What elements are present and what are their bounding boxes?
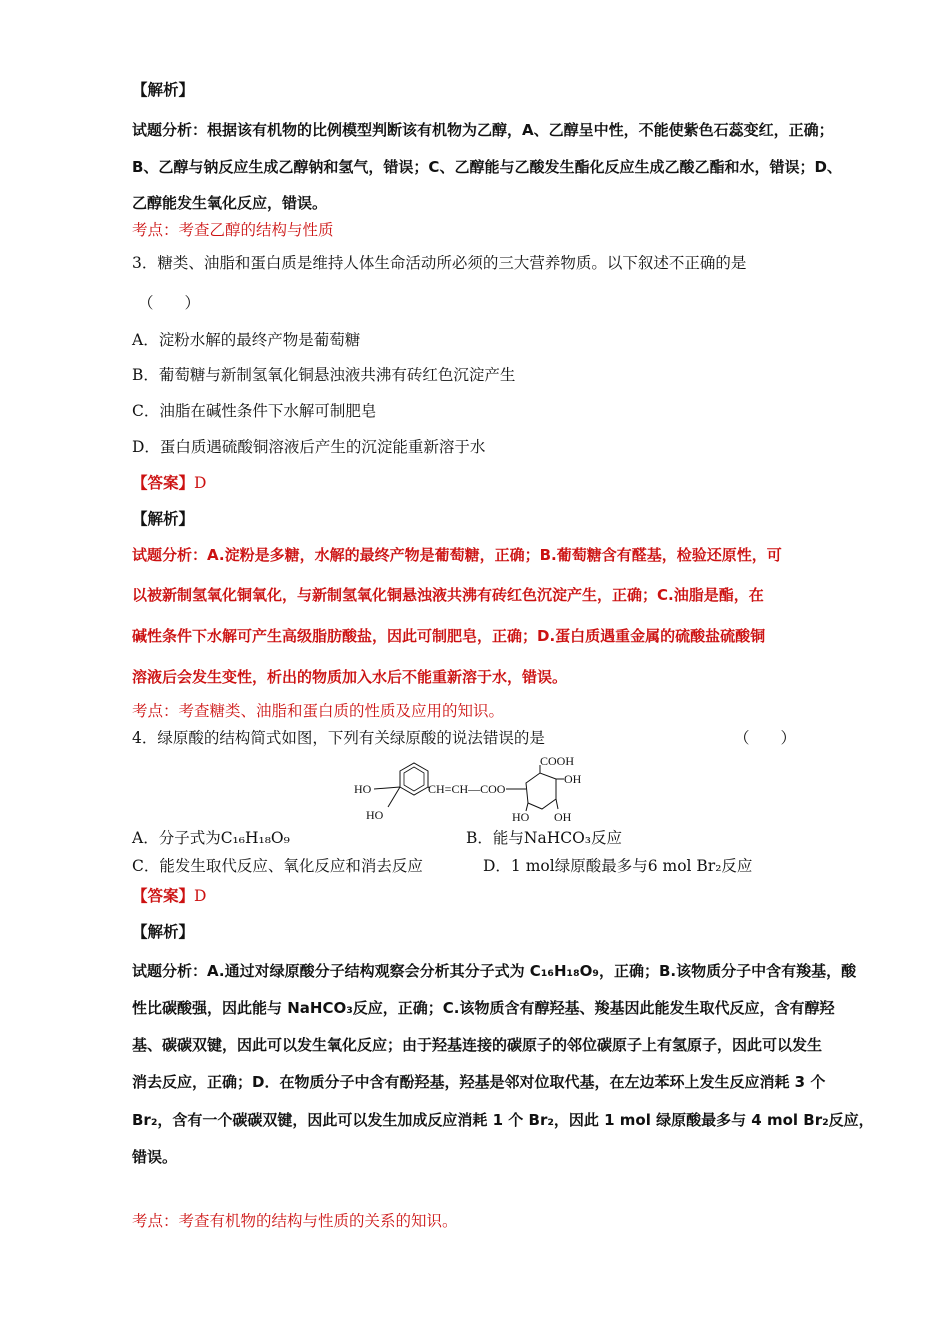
struct-cooh: COOH: [540, 755, 575, 768]
q4-kaodian: 考点：考查有机物的结构与性质的关系的知识。: [132, 1212, 458, 1230]
q3-kaodian: 考点：考查糖类、油脂和蛋白质的性质及应用的知识。: [132, 702, 505, 720]
q4-answer-label: 【答案】: [132, 887, 195, 905]
q4-option-b: B．能与NaHCO₃反应: [466, 829, 622, 847]
q2-analysis-line-3: 乙醇能发生氧化反应，错误。: [132, 194, 328, 212]
q4-stem: 4．绿原酸的结构简式如图，下列有关绿原酸的说法错误的是: [132, 729, 545, 747]
q3-option-c: C．油脂在碱性条件下水解可制肥皂: [132, 402, 377, 420]
q3-analysis-line-3: 碱性条件下水解可产生高级脂肪酸盐，因此可制肥皂，正确；D.蛋白质遇重金属的硫酸盐硫酸铜: [132, 627, 766, 645]
q3-option-d: D．蛋白质遇硫酸铜溶液后产生的沉淀能重新溶于水: [132, 438, 486, 456]
q4-option-a: A．分子式为C₁₆H₁₈O₉: [132, 829, 290, 847]
chlorogenic-acid-structure: [350, 755, 610, 827]
q4-analysis-line-4: 消去反应，正确；D．在物质分子中含有酚羟基，羟基是邻对位取代基，在左边苯环上发生反应消耗 3 个: [132, 1073, 826, 1091]
q4-analysis-line-3: 基、碳碳双键，因此可以发生氧化反应；由于羟基连接的碳原子的邻位碳原子上有氢原子，因此可以发生: [132, 1036, 823, 1054]
q4-jiexi-label: 【解析】: [132, 923, 195, 941]
q3-option-b: B．葡萄糖与新制氢氧化铜悬浊液共沸有砖红色沉淀产生: [132, 366, 516, 384]
q3-answer-label: 【答案】: [132, 474, 195, 492]
q3-analysis-line-2: 以被新制氢氧化铜氧化，与新制氢氧化铜悬浊液共沸有砖红色沉淀产生，正确；C.油脂是酯，在: [132, 586, 764, 604]
q4-paren: （ ）: [734, 729, 797, 747]
q2-kaodian: 考点：考查乙醇的结构与性质: [132, 221, 334, 239]
struct-oh-right: OH: [564, 772, 582, 786]
struct-chain: CH=CH—COO: [428, 782, 506, 796]
q3-analysis-line-4: 溶液后会发生变性，析出的物质加入水后不能重新溶于水，错误。: [132, 668, 568, 686]
q4-analysis-line-5: Br₂，含有一个碳碳双键，因此可以发生加成反应消耗 1 个 Br₂，因此 1 mol 绿原酸最多与 4 mol Br₂反应，: [132, 1111, 874, 1129]
q3-option-a: A．淀粉水解的最终产物是葡萄糖: [132, 331, 361, 349]
struct-oh-ring-bottom: OH: [554, 810, 572, 824]
struct-ho-left: HO: [354, 782, 372, 796]
q3-paren: （ ）: [138, 294, 201, 312]
q3-analysis-line-1: 试题分析：A.淀粉是多糖，水解的最终产物是葡萄糖，正确；B.葡萄糖含有醛基，检验还原性，可: [132, 546, 782, 564]
q3-stem: 3．糖类、油脂和蛋白质是维持人体生命活动所必须的三大营养物质。以下叙述不正确的是: [132, 254, 747, 272]
struct-ho-ring-bottom: HO: [512, 810, 530, 824]
q4-analysis-line-1: 试题分析：A.通过对绿原酸分子结构观察会分析其分子式为 C₁₆H₁₈O₉，正确；B.该物质分子中含有羧基，酸: [132, 962, 857, 980]
q4-answer-value: D: [194, 887, 207, 905]
q3-answer: [132, 473, 206, 493]
q4-analysis-line-6: 错误。: [132, 1148, 178, 1166]
q3-answer-value: D: [194, 474, 207, 492]
q4-option-c: C．能发生取代反应、氧化反应和消去反应: [132, 857, 423, 875]
q4-analysis-line-2: 性比碳酸强，因此能与 NaHCO₃反应，正确；C.该物质含有醇羟基、羧基因此能发生取代反应，含有醇羟: [132, 999, 835, 1017]
q2-analysis-line-2: B、乙醇与钠反应生成乙醇钠和氢气，错误；C、乙醇能与乙酸发生酯化反应生成乙酸乙酯和水，错误；D、: [132, 158, 842, 176]
q4-option-d: D．1 mol绿原酸最多与6 mol Br₂反应: [483, 857, 753, 875]
q2-analysis-line-1: 试题分析：根据该有机物的比例模型判断该有机物为乙醇，A、乙醇呈中性，不能使紫色石蕊变红，正确；: [132, 121, 834, 139]
q2-jiexi-label: 【解析】: [132, 81, 195, 99]
q4-answer: [132, 886, 206, 906]
q3-jiexi-label: 【解析】: [132, 510, 195, 528]
struct-ho-bottom: HO: [366, 808, 384, 822]
